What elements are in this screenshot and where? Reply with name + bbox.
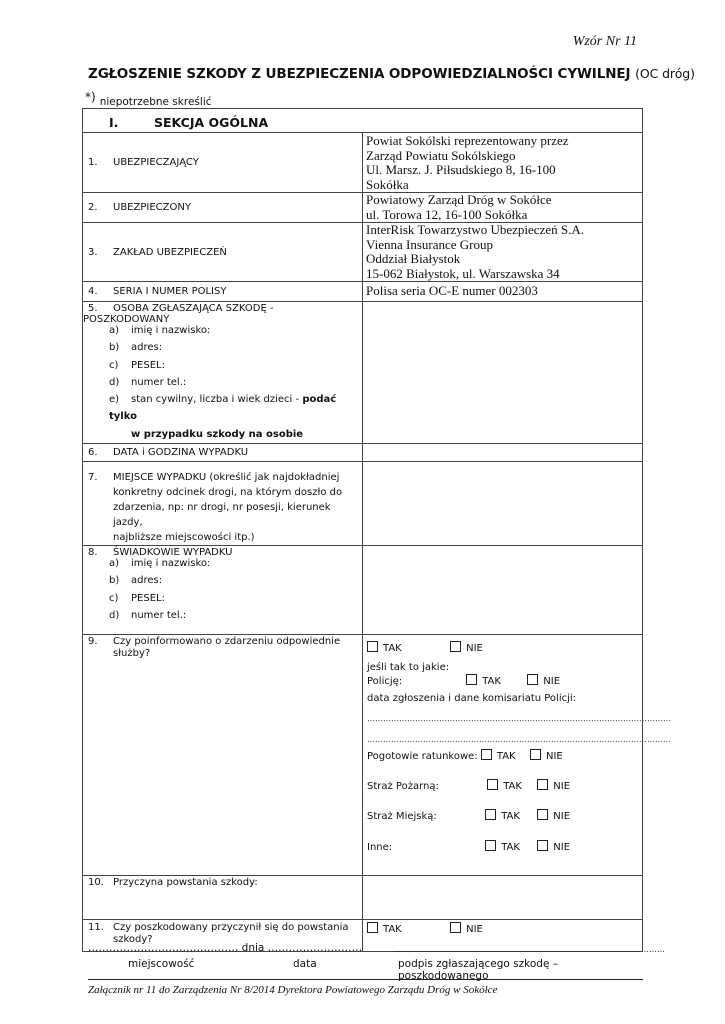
nie-label: NIE	[545, 751, 563, 763]
sub-key: b)	[109, 342, 120, 354]
title-suffix: (OC dróg)	[635, 66, 695, 81]
row-label: MIEJSCE WYPADKU (określić jak najdokładniej	[113, 472, 340, 484]
label-line: zdarzenia, np: nr drogi, nr posesji, kierunek jazdy,	[113, 502, 331, 529]
footer-divider	[88, 979, 643, 980]
tak-label: TAK	[383, 643, 402, 655]
row-6	[83, 444, 643, 462]
value-line: Sokółka	[366, 176, 409, 192]
row-3	[83, 223, 643, 282]
value-line: Zarząd Powiatu Sokólskiego	[366, 147, 516, 163]
value-line: Powiat Sokólski reprezentowany przez	[366, 133, 569, 148]
ambulance-nie-checkbox[interactable]	[530, 749, 541, 760]
claim-form-table	[82, 108, 671, 952]
sub-item	[109, 322, 362, 339]
ambulance-row	[367, 749, 642, 779]
footnote-note	[85, 90, 212, 108]
sub-item	[109, 357, 362, 374]
sub-item	[109, 572, 362, 589]
city-guard-label: Straż Miejską:	[367, 811, 437, 823]
sub-key: a)	[109, 558, 120, 570]
value-line: 15-062 Białystok, ul. Warszawska 34	[366, 265, 560, 281]
other-label: Inne:	[367, 842, 393, 854]
row-9-label	[83, 635, 363, 876]
tak-label: TAK	[501, 811, 520, 823]
sub-text: adres:	[131, 575, 163, 587]
label-line: najbliższe miejscowości itp.)	[113, 532, 255, 544]
sub-key: b)	[109, 575, 120, 587]
place-label: miejscowość	[128, 958, 195, 970]
sub-text: imię i nazwisko:	[131, 558, 211, 570]
section-number: I.	[109, 115, 119, 130]
row-7-label	[83, 462, 363, 546]
city-guard-nie-checkbox[interactable]	[537, 809, 548, 820]
other-row	[367, 840, 642, 853]
row-8	[83, 546, 643, 635]
city-guard-tak-checkbox[interactable]	[485, 809, 496, 820]
sub-item	[109, 607, 362, 624]
police-label: Policję:	[367, 676, 403, 688]
row-number: 1.	[88, 157, 98, 168]
row-2-value[interactable]	[363, 193, 643, 223]
row-4	[83, 282, 643, 302]
form-title	[88, 66, 695, 82]
police-nie-checkbox[interactable]	[527, 674, 538, 685]
row-3-label	[83, 223, 363, 282]
fire-tak-checkbox[interactable]	[487, 779, 498, 790]
sub-item	[109, 590, 362, 607]
footer-note: Załącznik nr 11 do Zarządzenia Nr 8/2014 Dyrektora Powiatowego Zarządu Dróg w Sokółce	[88, 984, 498, 996]
value-line: Oddział Białystok	[366, 251, 461, 266]
row-4-value[interactable]	[363, 282, 643, 302]
value-line: Vienna Insurance Group	[366, 236, 494, 252]
sub-key: d)	[109, 609, 120, 621]
footnote-mark: *)	[85, 90, 96, 104]
sub-text: adres:	[131, 342, 163, 354]
row-number: 6.	[88, 447, 98, 459]
sub-item	[109, 339, 362, 356]
row-label: UBEZPIECZAJĄCY	[113, 157, 199, 168]
nie-label: NIE	[553, 781, 571, 793]
police-row	[367, 674, 642, 693]
row-5-label	[83, 302, 363, 444]
value-line: Ul. Marsz. J. Piłsudskiego 8, 16-100	[366, 162, 556, 177]
row-7-value[interactable]	[363, 462, 643, 546]
police-tak-checkbox[interactable]	[466, 674, 477, 685]
row-2	[83, 193, 643, 223]
signature-line[interactable]: …………………………………………………………………………………………	[393, 945, 665, 954]
row-label: ŚWIADKOWIE WYPADKU	[113, 547, 233, 559]
sub-text: numer tel.:	[131, 376, 187, 388]
tak-label: TAK	[496, 751, 516, 763]
section-header-row	[83, 109, 643, 133]
sub-text-bold: podać tylko	[109, 394, 337, 423]
tak-label: TAK	[482, 676, 501, 688]
form-number: Wzór Nr 11	[572, 34, 637, 49]
label-line: służby?	[113, 648, 151, 660]
row-10-label	[83, 876, 363, 920]
date-label: data	[293, 958, 317, 970]
row-label: ZAKŁAD UBEZPIECZEŃ	[113, 246, 227, 258]
place-date-line[interactable]: ……………………………………, dnia ………………………	[88, 942, 363, 954]
tak-label: TAK	[501, 842, 520, 854]
row-2-label	[83, 193, 363, 223]
row-9	[83, 635, 643, 876]
row-label: Przyczyna powstania szkody:	[113, 877, 258, 889]
row-1-label	[83, 133, 363, 193]
row-number: 8.	[88, 547, 98, 559]
row-1-value[interactable]	[363, 133, 643, 193]
sub-key: c)	[109, 359, 119, 371]
row-label: SERIA I NUMER POLISY	[113, 286, 227, 297]
sub-item	[109, 555, 362, 572]
nie-checkbox[interactable]	[450, 641, 461, 652]
row-4-label	[83, 282, 363, 302]
row-number: 7.	[88, 472, 98, 484]
signature-area	[88, 942, 665, 982]
city-guard-row	[367, 809, 642, 840]
if-yes-label: jeśli tak to jakie:	[367, 662, 450, 674]
tak-checkbox[interactable]	[367, 641, 378, 652]
contributed-choice	[363, 920, 642, 935]
row-7	[83, 462, 643, 546]
sub-text-bold: w przypadku szkody na osobie	[131, 428, 304, 440]
value-line: InterRisk Towarzystwo Ubezpieczeń S.A.	[366, 222, 584, 237]
sub-text: imię i nazwisko:	[131, 325, 211, 336]
services-notified	[367, 641, 642, 661]
row-number: 5.	[88, 303, 98, 314]
nie-label: NIE	[466, 924, 483, 936]
row-5	[83, 302, 643, 444]
value-line: Powiatowy Zarząd Dróg w Sokółce	[366, 192, 552, 207]
sub-item	[109, 374, 362, 391]
row-number: 9.	[88, 636, 98, 648]
row-label: DATA i GODZINA WYPADKU	[113, 447, 249, 459]
row-number: 11.	[88, 922, 104, 934]
section-title: SEKCJA OGÓLNA	[154, 115, 269, 130]
row-10	[83, 876, 643, 920]
label-line: konkretny odcinek drogi, na którym doszło do	[113, 487, 343, 499]
sub-text: numer tel.:	[131, 609, 187, 621]
section-header	[83, 109, 643, 133]
title-main: ZGŁOSZENIE SZKODY Z UBEZPIECZENIA ODPOWIEDZIALNOŚCI CYWILNEJ	[88, 66, 631, 82]
value-line: ul. Torowa 12, 16-100 Sokółka	[366, 206, 528, 222]
nie-label: NIE	[466, 643, 483, 655]
row-label: UBEZPIECZONY	[113, 202, 191, 213]
fire-nie-checkbox[interactable]	[537, 779, 548, 790]
row-number: 2.	[88, 202, 98, 213]
police-details-line[interactable]: ……………………………………………………………………………………………………	[367, 714, 671, 724]
nie-checkbox[interactable]	[450, 922, 461, 933]
sub-text: PESEL:	[131, 592, 165, 604]
tak-checkbox[interactable]	[367, 922, 378, 933]
row-10-value[interactable]	[363, 876, 643, 920]
policy-number: Polisa seria OC-E numer 002303	[366, 283, 538, 298]
tak-label: TAK	[383, 924, 402, 936]
sub-key: c)	[109, 592, 119, 604]
fire-row	[367, 779, 642, 809]
ambulance-label: Pogotowie ratunkowe:	[367, 751, 478, 763]
row-label: Czy poszkodowany przyczynił się do powstania	[113, 922, 349, 934]
row-number: 4.	[88, 286, 98, 297]
row-5-value[interactable]	[363, 302, 643, 444]
row-8-value[interactable]	[363, 546, 643, 635]
footnote-text: niepotrzebne skreślić	[99, 96, 212, 108]
police-details-line[interactable]: ……………………………………………………………………………………………………	[367, 735, 671, 745]
sub-key: a)	[109, 325, 120, 336]
sub-key: e)	[109, 394, 120, 406]
row-1	[83, 133, 643, 193]
row-number: 3.	[88, 246, 98, 258]
nie-label: NIE	[553, 842, 571, 854]
sub-key: d)	[109, 376, 120, 388]
row-label: OSOBA ZGŁASZAJĄCA SZKODĘ - POSZKODOWANY	[83, 303, 274, 325]
fire-label: Straż Pożarną:	[367, 781, 439, 793]
tak-label: TAK	[503, 781, 522, 793]
row-number: 10.	[88, 877, 104, 889]
nie-label: NIE	[543, 676, 561, 688]
label-line: szkody?	[113, 934, 153, 946]
signature-label: podpis zgłaszającego szkodę – poszkodowanego	[398, 958, 558, 982]
other-nie-checkbox[interactable]	[537, 840, 548, 851]
ambulance-tak-checkbox[interactable]	[481, 749, 492, 760]
sub-text: stan cywilny, liczba i wiek dzieci -	[131, 394, 303, 406]
sub-item	[109, 391, 362, 426]
nie-label: NIE	[553, 811, 571, 823]
sub-text: PESEL:	[131, 359, 165, 371]
other-tak-checkbox[interactable]	[485, 840, 496, 851]
row-3-value[interactable]	[363, 223, 643, 282]
row-6-label	[83, 444, 363, 462]
row-6-value[interactable]	[363, 444, 643, 462]
row-8-label	[83, 546, 363, 635]
police-details-label: data zgłoszenia i dane komisariatu Policji:	[367, 693, 577, 705]
row-label: Czy poinformowano o zdarzeniu odpowiednie	[113, 636, 341, 648]
row-9-value	[363, 635, 671, 876]
